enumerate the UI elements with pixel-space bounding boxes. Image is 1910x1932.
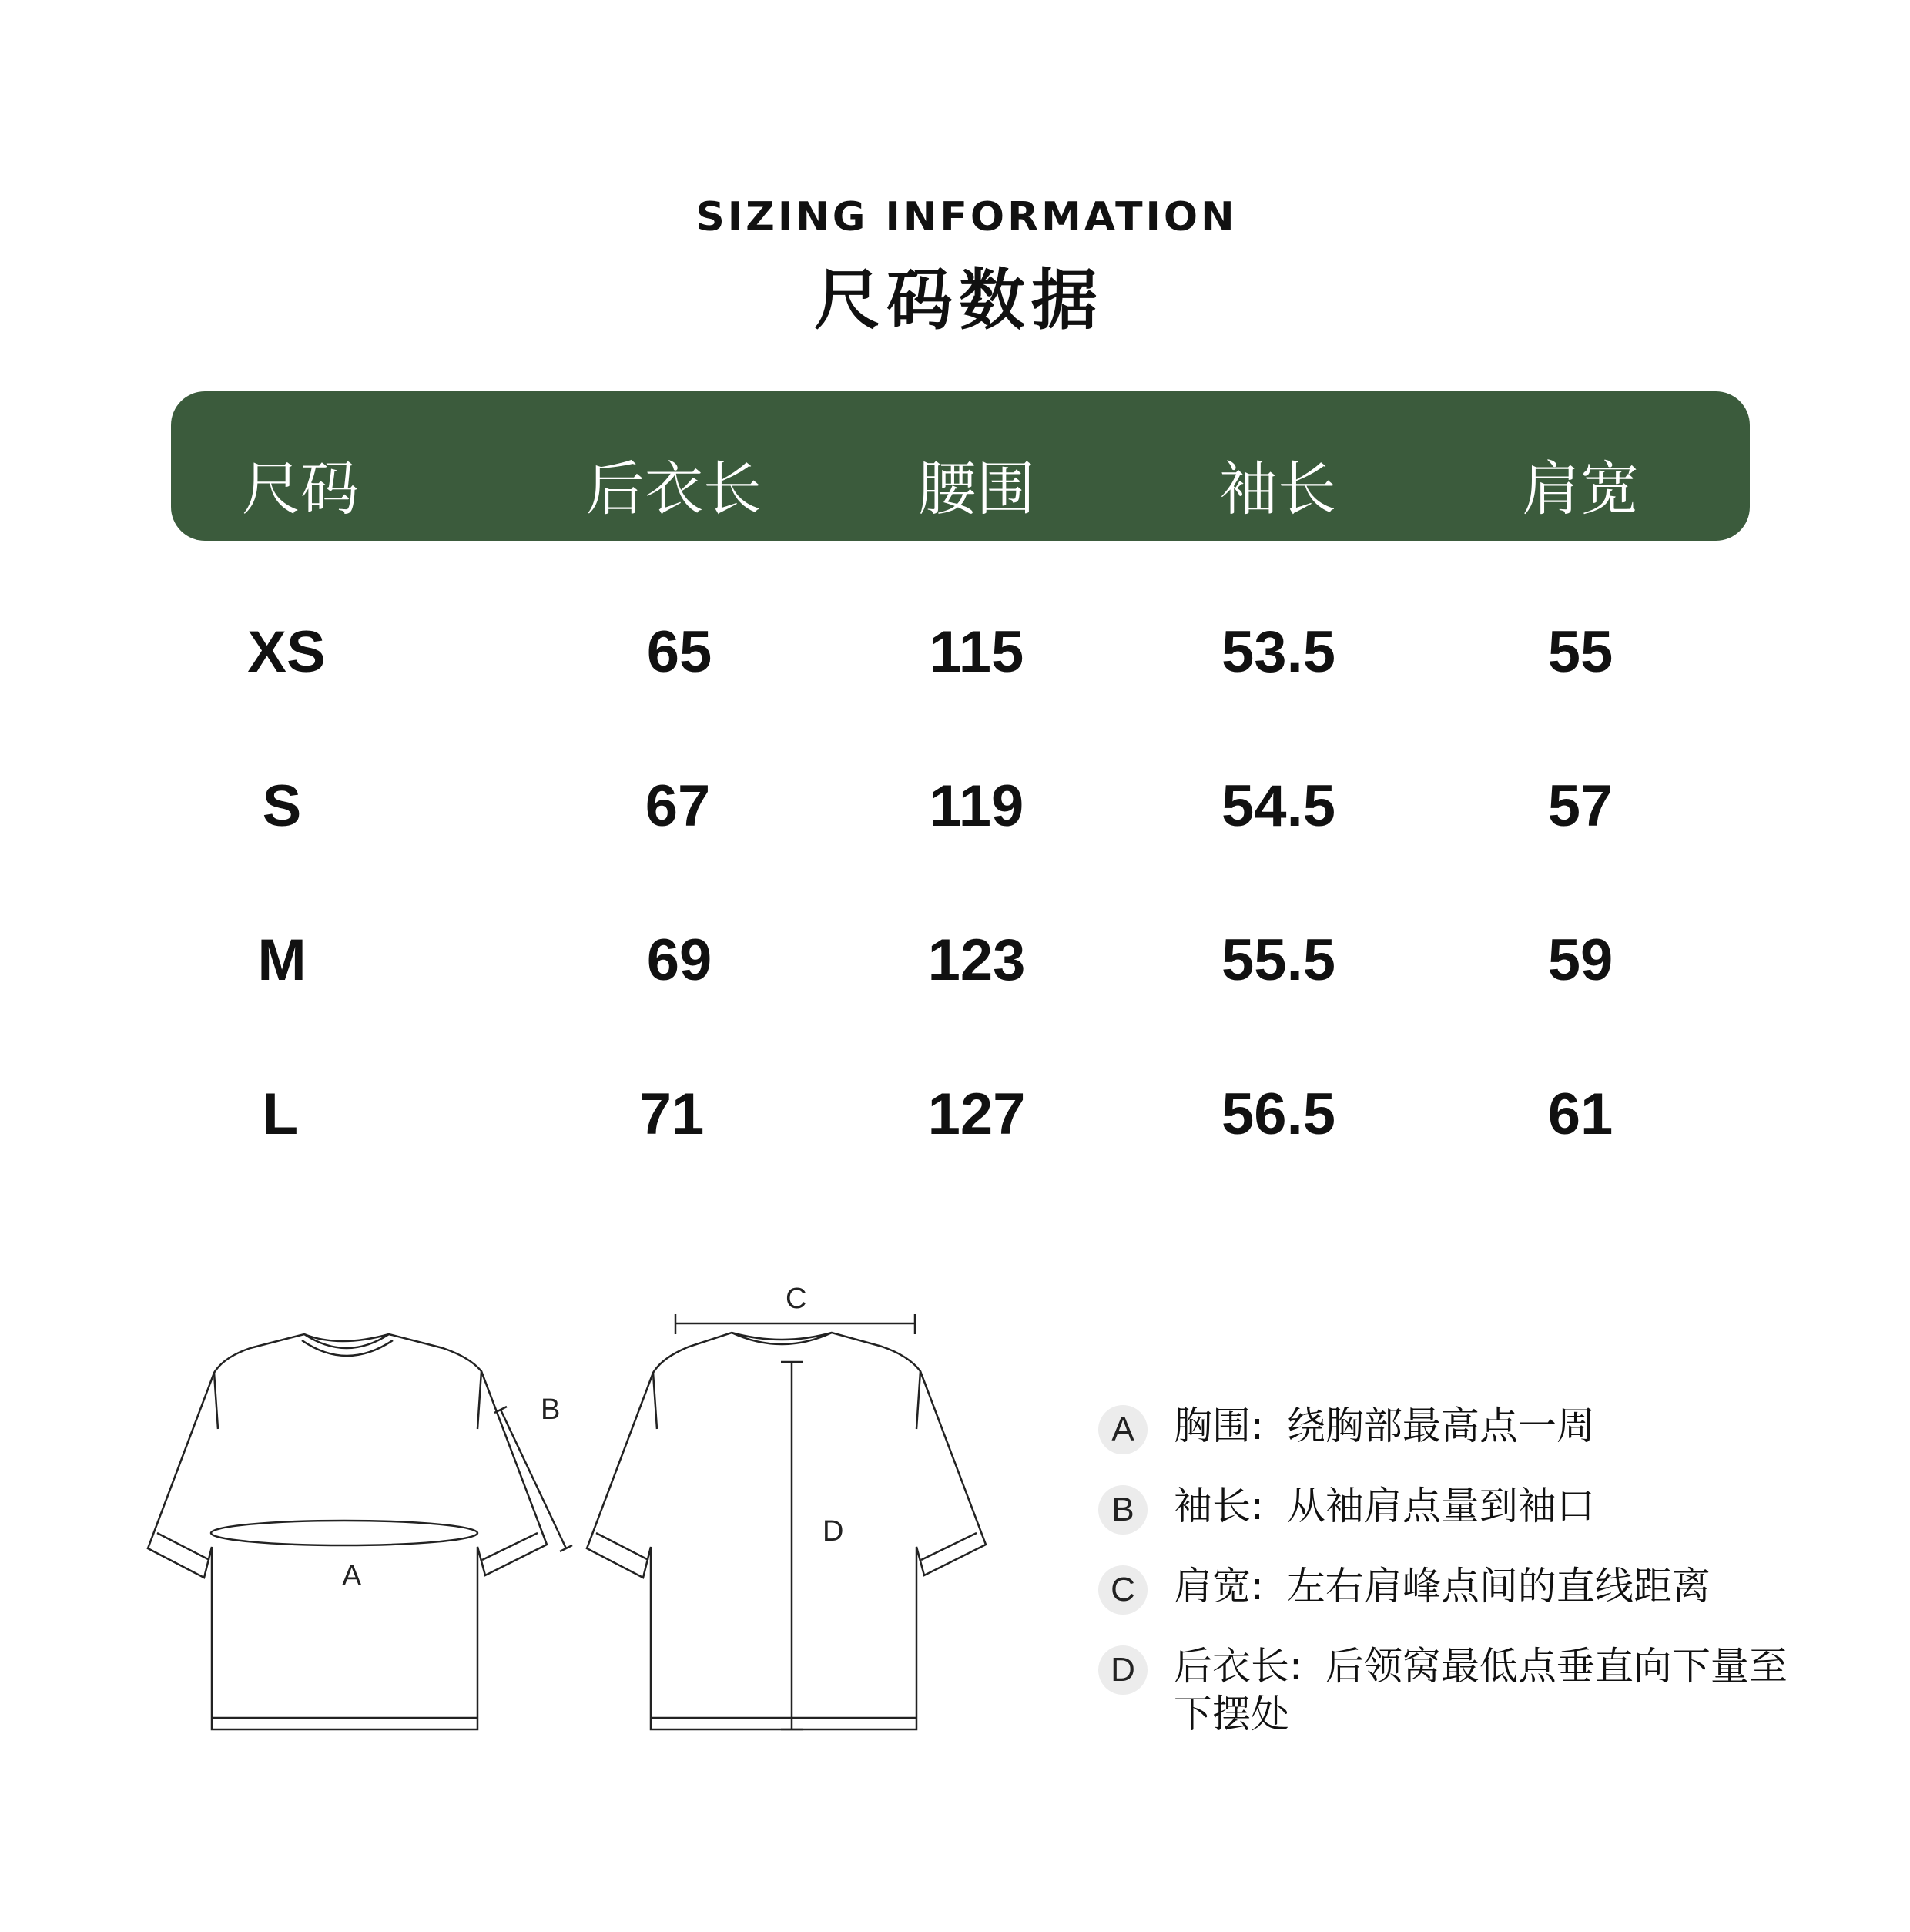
cell-size: XS (247, 619, 326, 685)
label-c: C (786, 1283, 807, 1315)
cell-waist: 123 (927, 927, 1026, 993)
cell-size: M (257, 927, 307, 993)
tshirt-front (148, 1334, 547, 1729)
header-shoulder-width: 肩宽 (1522, 454, 1639, 523)
legend-term: 袖长: (1174, 1484, 1264, 1528)
title-chinese: 尺码数据 (814, 262, 1104, 339)
tshirt-diagram-svg (139, 1279, 1047, 1756)
table-header (171, 391, 1750, 541)
cell-back-length: 69 (646, 927, 712, 993)
sleeve-length-indicator (494, 1407, 572, 1551)
cell-sleeve-length: 56.5 (1221, 1082, 1335, 1147)
header-back-length: 后衣长 (586, 454, 762, 523)
table-row (0, 927, 1910, 1019)
legend-text (1174, 1482, 1595, 1530)
legend-desc: 从袖肩点量到袖口 (1286, 1484, 1595, 1528)
cell-waist: 115 (929, 619, 1024, 685)
cell-back-length: 65 (646, 619, 712, 685)
cell-waist: 127 (927, 1082, 1026, 1147)
cell-sleeve-length: 53.5 (1221, 619, 1335, 685)
tshirt-measurement-diagram (139, 1279, 1047, 1756)
legend-term: 胸围: (1174, 1404, 1264, 1448)
cell-back-length: 71 (638, 1082, 705, 1147)
tshirt-back (587, 1333, 986, 1729)
legend-item-a (1098, 1402, 1868, 1454)
table-row (0, 1081, 1910, 1173)
table-row (0, 619, 1910, 711)
legend-term: 后衣长: (1174, 1644, 1302, 1689)
legend-desc: 后领窝最低点垂直向下量至下摆处 (1174, 1644, 1788, 1736)
label-b: B (541, 1394, 561, 1426)
header-waist: 腰围 (918, 454, 1035, 523)
cell-shoulder-width: 55 (1547, 619, 1613, 685)
cell-sleeve-length: 55.5 (1221, 927, 1335, 993)
header-size: 尺码 (242, 454, 359, 523)
legend-item-b (1098, 1482, 1868, 1535)
shoulder-width-indicator (675, 1314, 915, 1334)
legend-desc: 左右肩峰点间的直线距离 (1286, 1564, 1711, 1608)
legend-item-c (1098, 1562, 1868, 1615)
legend-text (1174, 1642, 1790, 1738)
cell-sleeve-length: 54.5 (1221, 773, 1335, 839)
label-a: A (342, 1560, 362, 1592)
legend-badge: C (1098, 1565, 1148, 1615)
legend-term: 肩宽: (1174, 1564, 1264, 1608)
cell-back-length: 67 (645, 773, 711, 839)
legend-badge: A (1098, 1405, 1148, 1454)
header-sleeve-length: 袖长 (1219, 454, 1336, 523)
label-d: D (823, 1515, 844, 1548)
cell-waist: 119 (929, 773, 1024, 839)
cell-shoulder-width: 61 (1547, 1082, 1613, 1147)
measurement-legend (1098, 1402, 1868, 1766)
cell-shoulder-width: 59 (1547, 927, 1613, 993)
cell-shoulder-width: 57 (1547, 773, 1613, 839)
legend-text (1174, 1402, 1595, 1450)
cell-size: S (262, 773, 302, 839)
legend-badge: D (1098, 1645, 1148, 1695)
legend-desc: 绕胸部最高点一周 (1286, 1404, 1595, 1448)
legend-badge: B (1098, 1485, 1148, 1535)
table-row (0, 773, 1910, 865)
legend-item-d (1098, 1642, 1868, 1738)
legend-text (1174, 1562, 1711, 1610)
title-english: SIZING INFORMATION (695, 194, 1238, 240)
cell-size: L (262, 1082, 299, 1147)
back-length-indicator (781, 1362, 803, 1729)
